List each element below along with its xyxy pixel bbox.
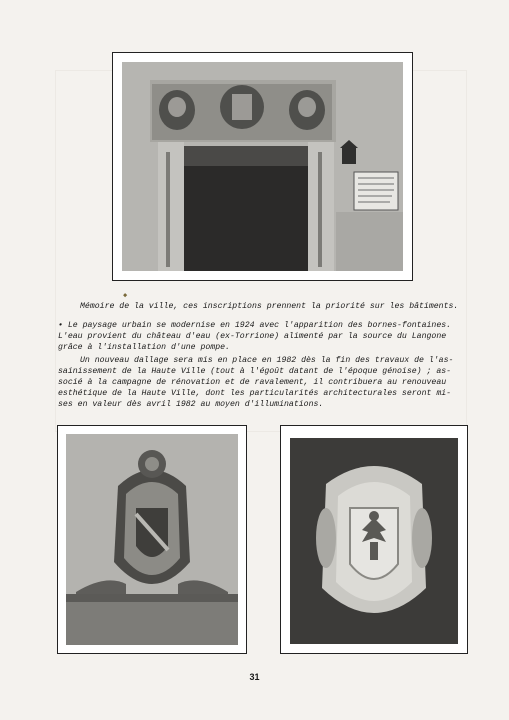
page-number: 31 (249, 672, 260, 682)
paragraph-1-line: • Le paysage urbain se modernise en 1924 avec l'apparition des bornes-fontaines. (58, 321, 452, 330)
coat-of-arms-photo (66, 434, 238, 645)
small-mark: ◆ (123, 292, 128, 300)
top-photo-frame (112, 52, 413, 281)
eagle-coat-of-arms-photo (290, 438, 458, 644)
photo-caption: Mémoire de la ville, ces inscriptions prennent la priorité sur les bâtiments. (80, 302, 459, 311)
doorway-photo (122, 62, 403, 271)
bottom-left-photo-frame (57, 425, 247, 654)
bottom-right-photo-frame (280, 425, 468, 654)
paragraph-2-line: sainissement de la Haute Ville (tout à l'égoût datant de l'époque génoise) ; as- (58, 367, 452, 376)
paragraph-2-line: socié à la campagne de rénovation et de ravalement, il contribuera au renouveau (58, 378, 447, 387)
paragraph-1-line: L'eau provient du château d'eau (ex-Torrione) alimenté par la source du Langone (58, 332, 447, 341)
paragraph-2-line: ses en valeur dès avril 1982 au moyen d'illuminations. (58, 400, 324, 409)
paragraph-2-line: esthétique de la Haute Ville, dont les particularités architecturales seront mi- (58, 389, 452, 398)
paragraph-2-line: Un nouveau dallage sera mis en place en 1982 dès la fin des travaux de l'as- (80, 356, 454, 365)
paragraph-1-line: grâce à l'installation d'une pompe. (58, 343, 230, 352)
